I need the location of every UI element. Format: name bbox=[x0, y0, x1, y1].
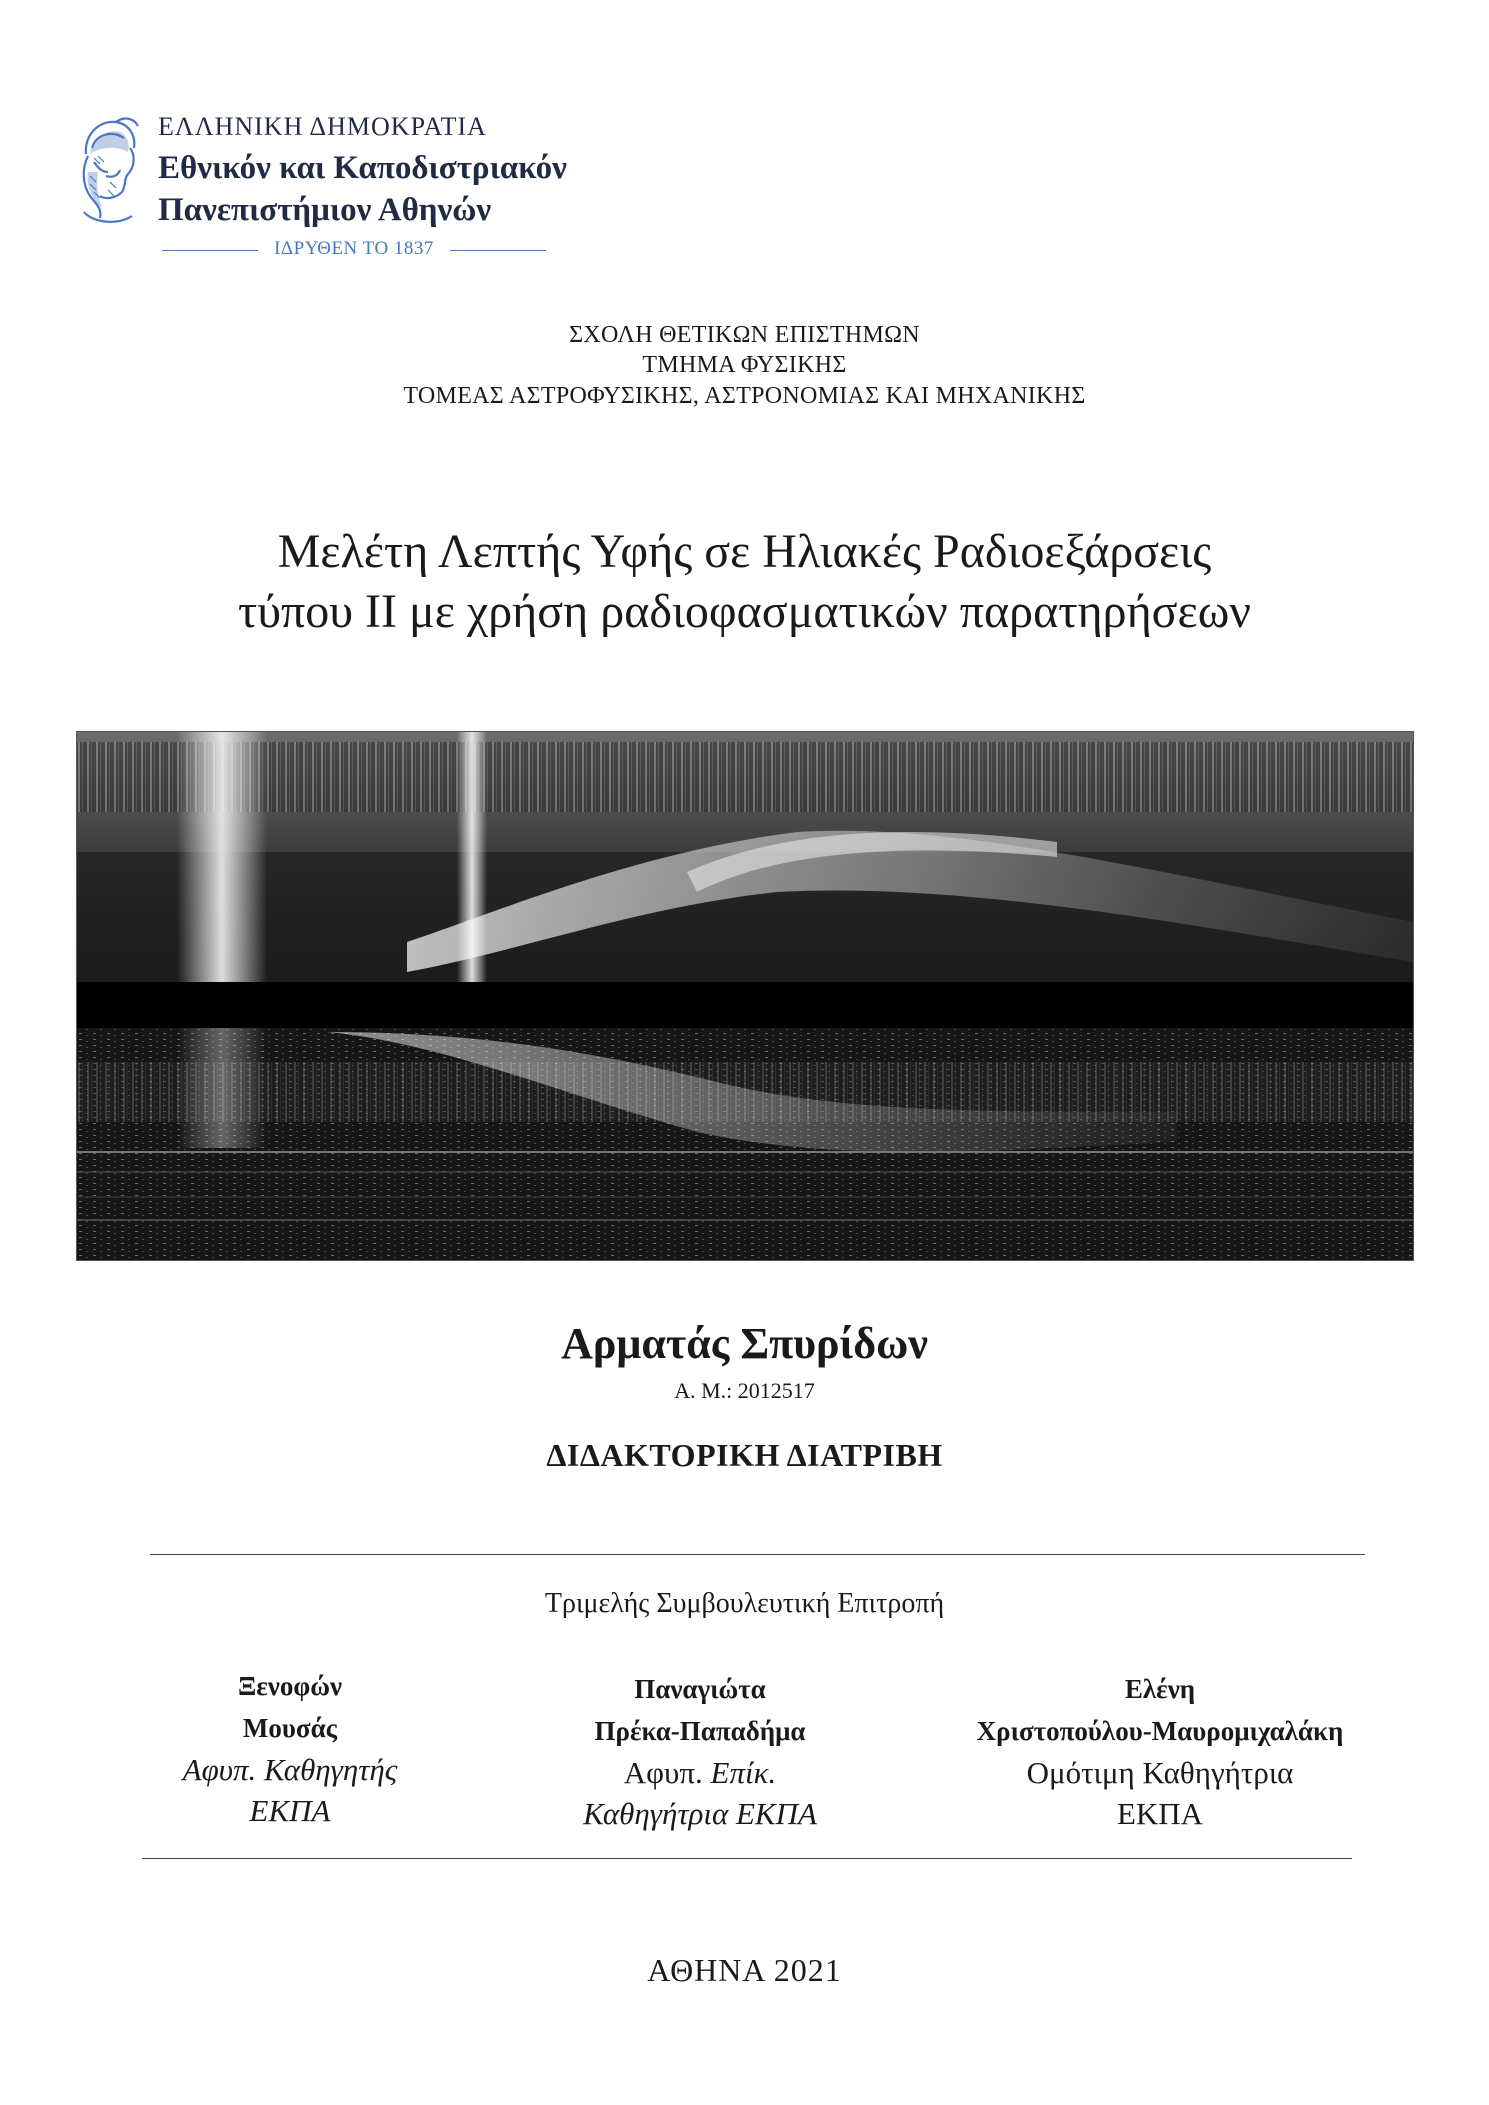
committee-member-2 bbox=[520, 1668, 880, 1834]
committee-member-3 bbox=[940, 1668, 1380, 1834]
member-role: Ομότιμη Καθηγήτρια bbox=[1026, 1755, 1294, 1790]
member-first-name: Ελένη bbox=[1124, 1674, 1196, 1704]
committee-title: Τριμελής Συμβουλευτική Επιτροπή bbox=[544, 1588, 945, 1619]
member-last-name: Πρέκα-Παπαδήμα bbox=[594, 1716, 806, 1746]
radio-spectrogram-image bbox=[76, 731, 1414, 1261]
member-first-name: Ξενοφών bbox=[237, 1671, 343, 1701]
author-name: Αρματάς Σπυρίδων bbox=[561, 1319, 928, 1368]
athena-head-icon bbox=[72, 112, 144, 230]
university-founded: ΙΔΡΥΘΕΝ ΤΟ 1837 bbox=[274, 238, 434, 259]
member-first-name: Παναγιώτα bbox=[634, 1674, 766, 1704]
committee-member-1 bbox=[110, 1665, 470, 1831]
member-last-name: Μουσάς bbox=[242, 1713, 338, 1743]
student-id: Α. Μ.: 2012517 bbox=[674, 1378, 815, 1403]
thesis-title-line1: Μελέτη Λεπτής Υφής σε Ηλιακές Ραδιοεξάρσεις bbox=[277, 525, 1212, 578]
founded-rule-right bbox=[450, 250, 546, 251]
member-role bbox=[520, 1752, 880, 1793]
member-role-part2: Επίκ. bbox=[710, 1755, 777, 1790]
university-country: ΕΛΛΗΝΙΚΗ ΔΗΜΟΚΡΑΤΙΑ bbox=[158, 112, 487, 141]
university-name-line2: Πανεπιστήμιον Αθηνών bbox=[158, 192, 492, 228]
member-role-part1: Αφυπ. bbox=[623, 1755, 703, 1790]
founded-rule-left bbox=[162, 250, 258, 251]
member-affiliation: ΕΚΠΑ bbox=[249, 1793, 331, 1828]
university-name-line1: Εθνικόν και Καποδιστριακόν bbox=[158, 150, 567, 186]
department-name: ΤΜΗΜΑ ΦΥΣΙΚΗΣ bbox=[642, 352, 847, 378]
member-affiliation: ΕΚΠΑ bbox=[1116, 1796, 1204, 1831]
thesis-title-line2: τύπου ΙΙ με χρήση ραδιοφασματικών παρατηρήσεων bbox=[237, 585, 1251, 638]
divider-bottom bbox=[142, 1858, 1352, 1859]
city-year: ΑΘΗΝΑ 2021 bbox=[647, 1952, 842, 1988]
thesis-type: ΔΙΔΑΚΤΟΡΙΚΗ ΔΙΑΤΡΙΒΗ bbox=[546, 1437, 943, 1473]
member-last-name: Χριστοπούλου-Μαυρομιχαλάκη bbox=[976, 1716, 1344, 1746]
section-name: ΤΟΜΕΑΣ ΑΣΤΡΟΦΥΣΙΚΗΣ, ΑΣΤΡΟΝΟΜΙΑΣ ΚΑΙ ΜΗΧΑΝΙΚΗΣ bbox=[403, 383, 1086, 409]
member-role: Αφυπ. Καθηγητής bbox=[182, 1752, 398, 1787]
school-name: ΣΧΟΛΗ ΘΕΤΙΚΩΝ ΕΠΙΣΤΗΜΩΝ bbox=[569, 322, 920, 348]
member-affiliation: Καθηγήτρια ΕΚΠΑ bbox=[583, 1796, 817, 1831]
divider-top bbox=[150, 1554, 1365, 1555]
